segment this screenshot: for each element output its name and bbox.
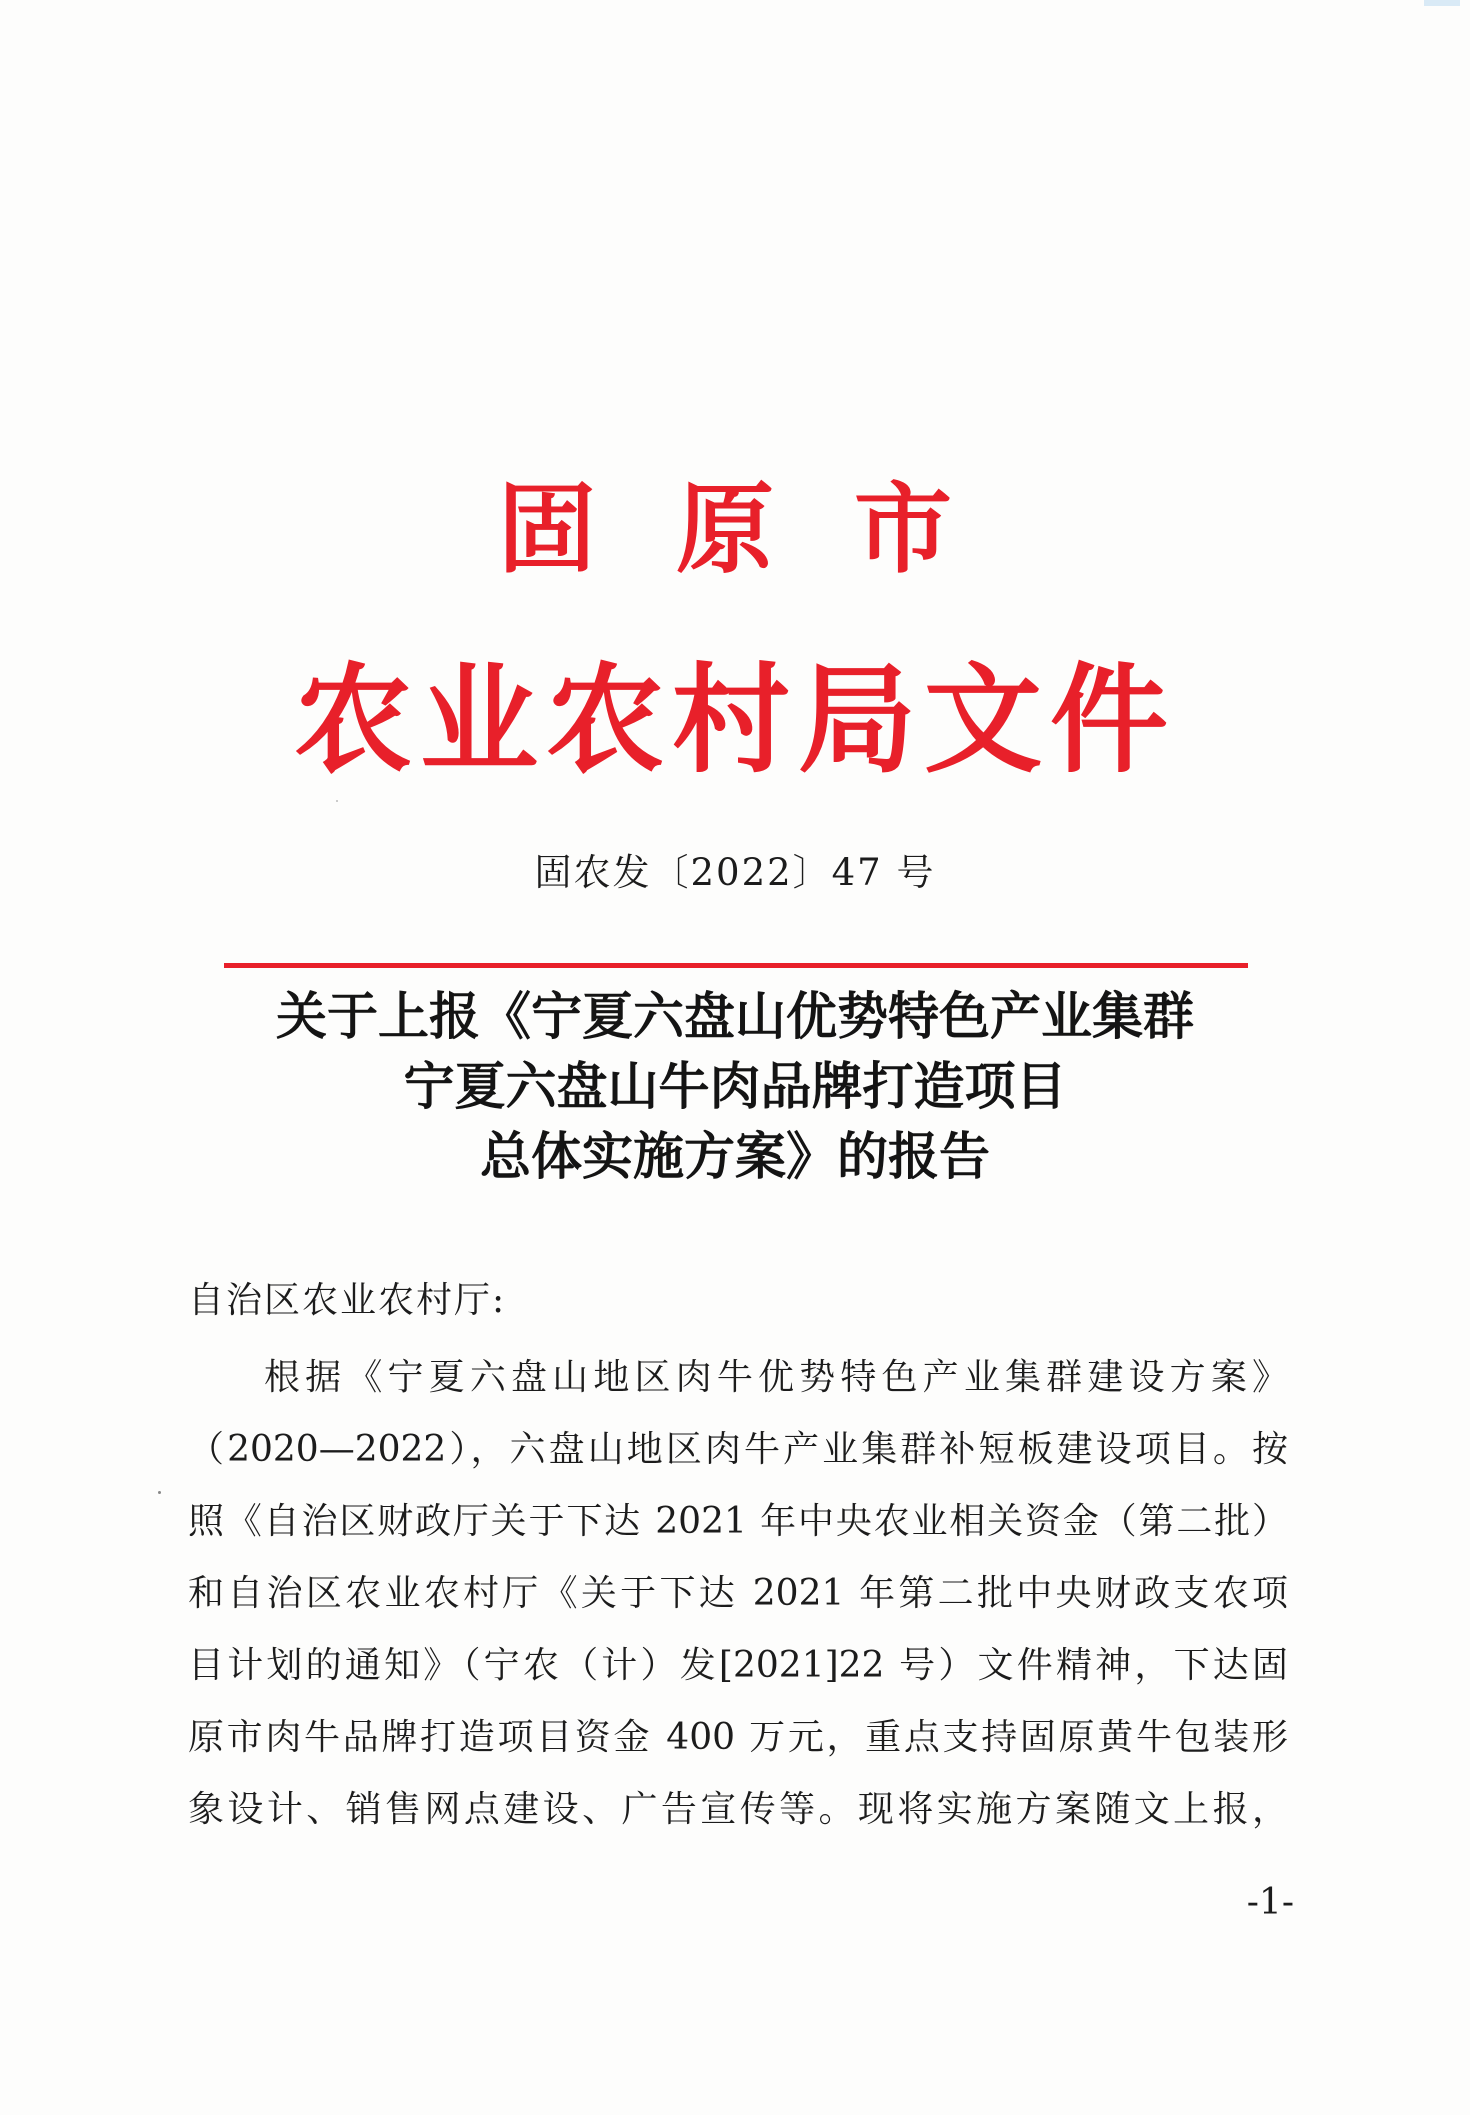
body-line: 根据《宁夏六盘山地区肉牛优势特色产业集群建设方案》: [264, 1357, 1288, 1398]
title-line: 宁夏六盘山牛肉品牌打造项目: [403, 1057, 1067, 1117]
title-line: 总体实施方案》的报告: [479, 1127, 990, 1187]
body-paragraph: [188, 1342, 1288, 1846]
body-line: 目计划的通知》（宁农（计）发[2021]22 号）文件精神，下达固: [188, 1645, 1288, 1686]
page-number: -1-: [1246, 1882, 1294, 1923]
scan-speck: [158, 1491, 161, 1494]
document-title: [0, 982, 1470, 1192]
scan-corner-mark: [1424, 0, 1460, 6]
body-line: （2020—2022），六盘山地区肉牛产业集群补短板建设项目。按: [188, 1429, 1288, 1470]
salutation: 自治区农业农村厅:: [188, 1280, 507, 1321]
document-number: 固农发〔2022〕47 号: [534, 851, 936, 894]
title-line: 关于上报《宁夏六盘山优势特色产业集群: [275, 987, 1194, 1047]
masthead-agency: 农业农村局文件: [293, 650, 1176, 789]
body-line: 象设计、销售网点建设、广告宣传等。现将实施方案随文上报，: [188, 1789, 1288, 1830]
body-line: 和自治区农业农村厅《关于下达 2021 年第二批中央财政支农项: [188, 1573, 1288, 1614]
scan-speck: [336, 800, 338, 802]
body-line: 原市肉牛品牌打造项目资金 400 万元，重点支持固原黄牛包装形: [188, 1717, 1288, 1758]
red-divider-line: [224, 963, 1248, 968]
masthead-city: 固原市: [497, 472, 1032, 587]
body-line: 照《自治区财政厅关于下达 2021 年中央农业相关资金（第二批）: [188, 1501, 1288, 1542]
